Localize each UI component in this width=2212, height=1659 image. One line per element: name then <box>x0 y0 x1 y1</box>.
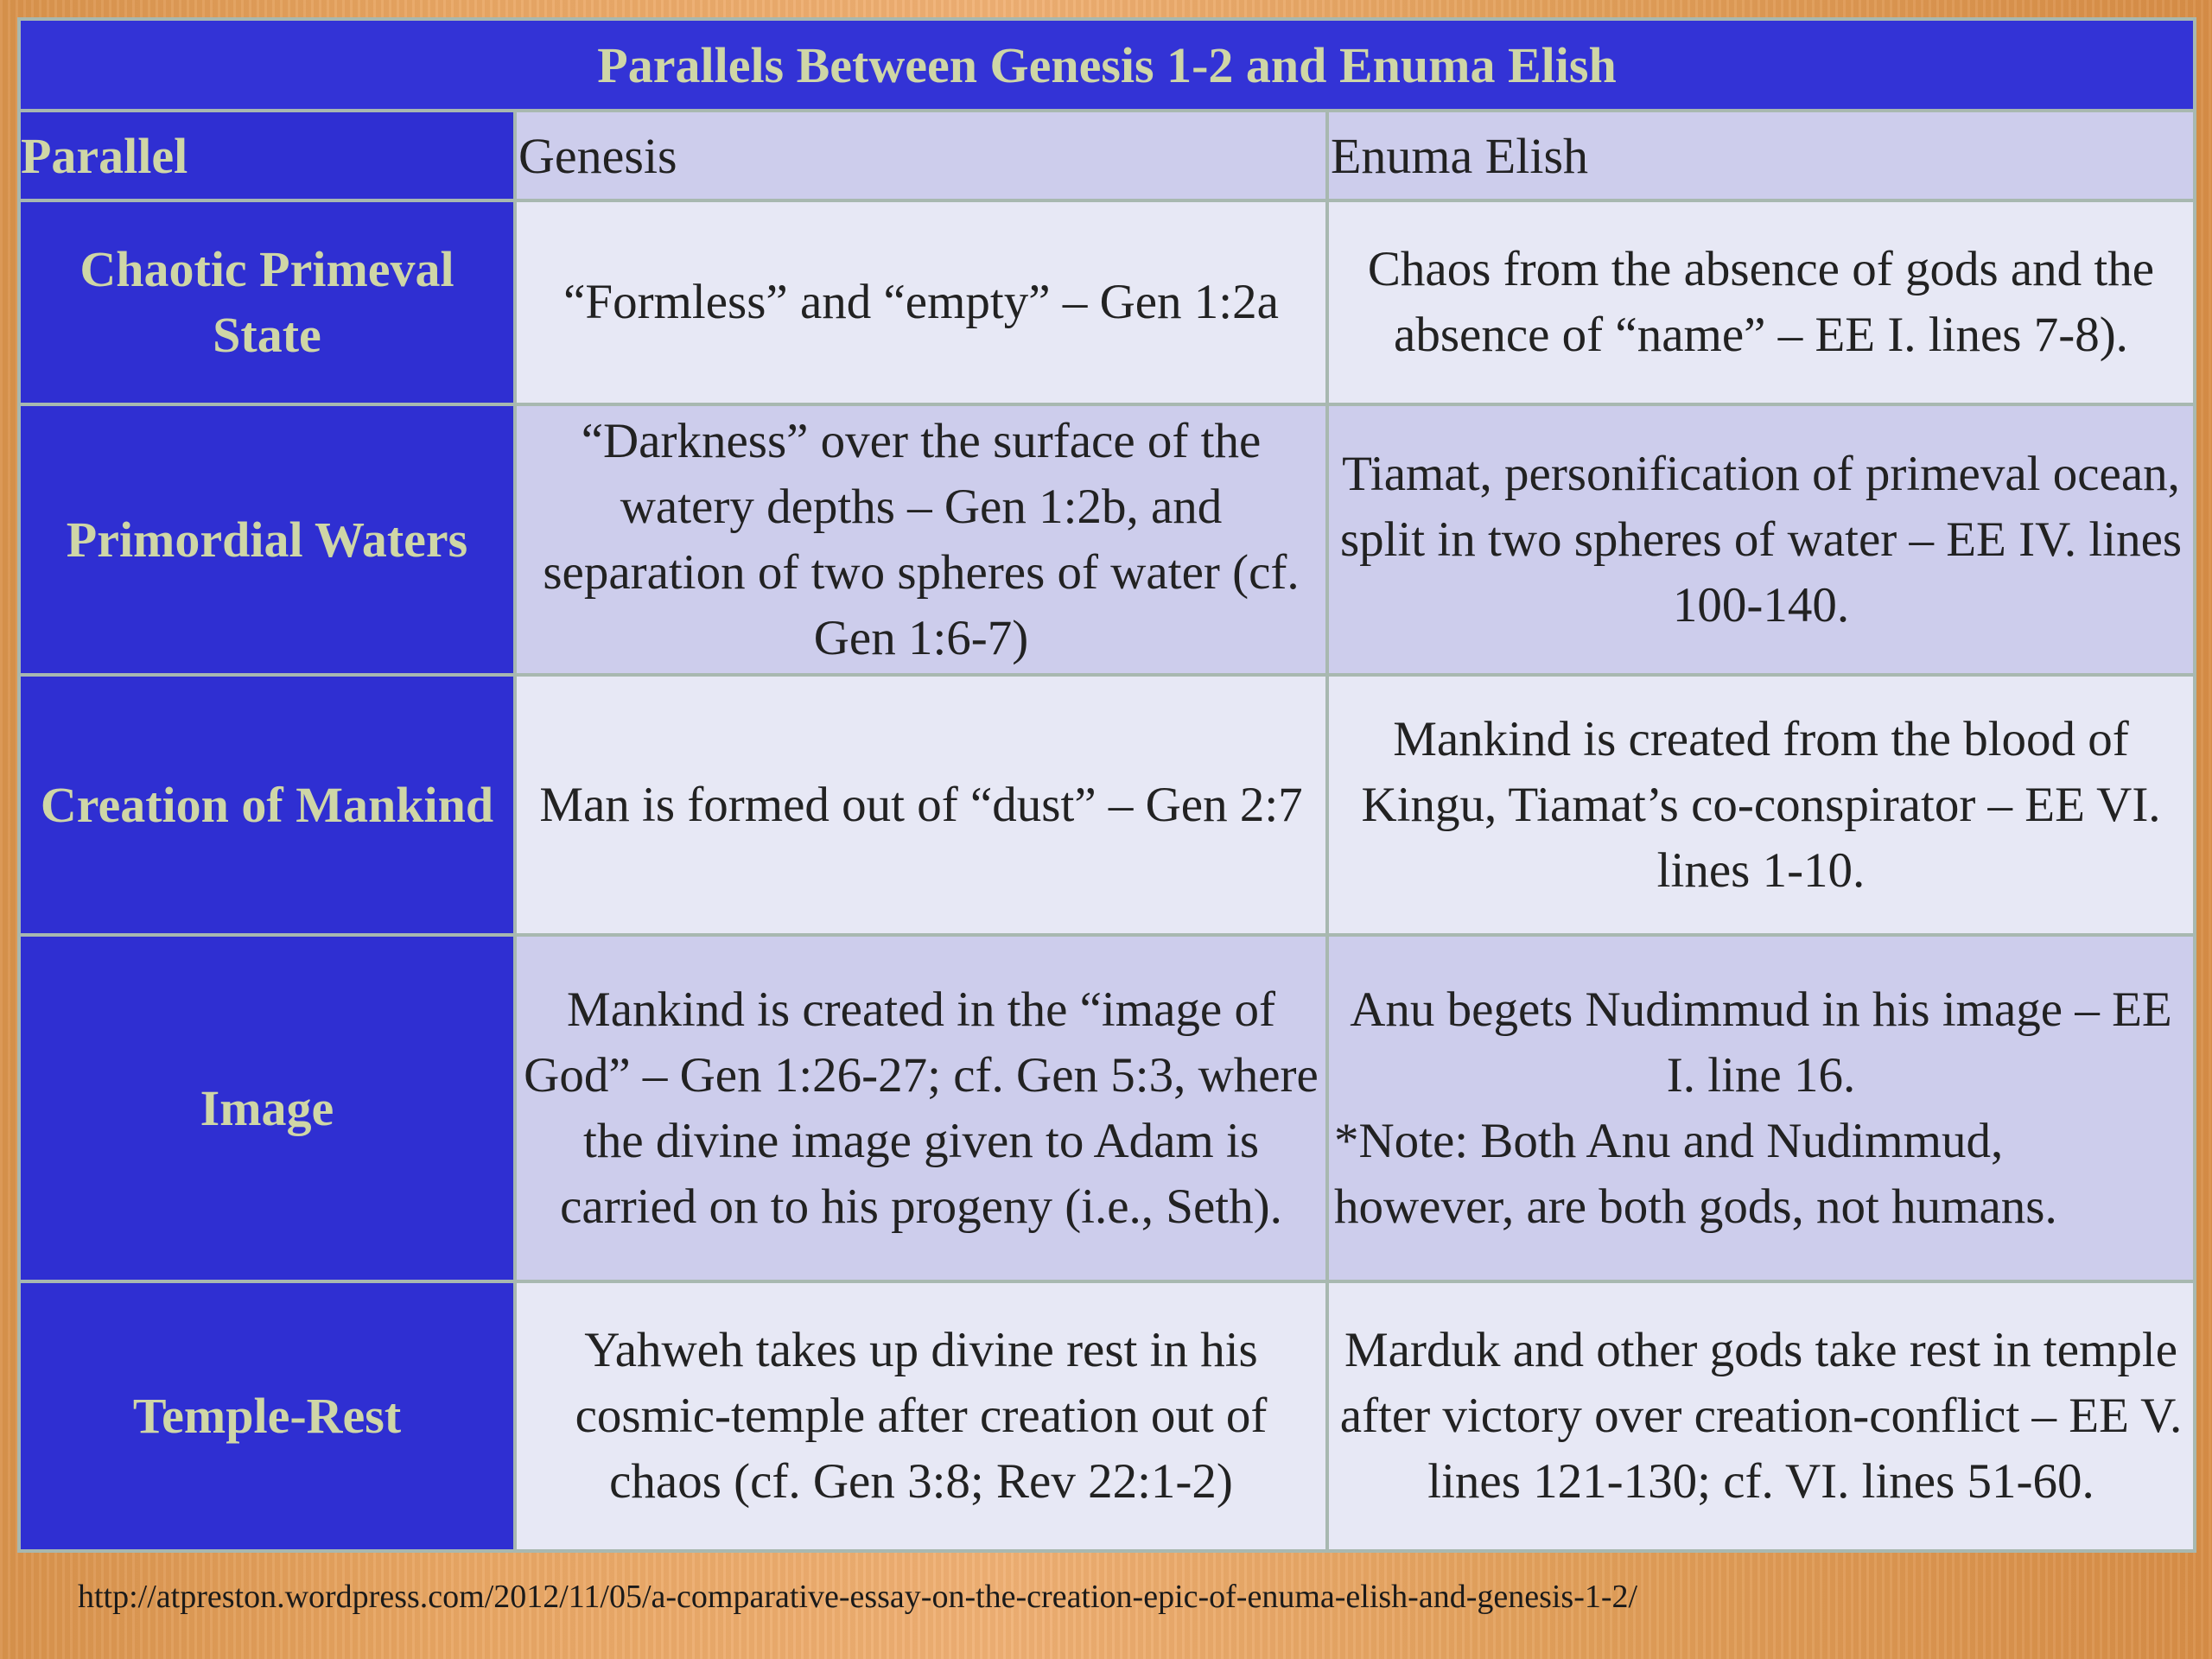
enuma-elish-text: Anu begets Nudimmud in his image – EE I. line 16. <box>1350 982 2172 1103</box>
genesis-cell: Yahweh takes up divine rest in his cosmic-temple after creation out of chaos (cf. Gen 3:8; Rev 22:1-2) <box>515 1281 1327 1551</box>
source-url: http://atpreston.wordpress.com/2012/11/05/a-comparative-essay-on-the-creation-epic-of-enuma-elish-and-genesis-1-2/ <box>78 1579 1638 1615</box>
genesis-cell: “Darkness” over the surface of the watery depths – Gen 1:2b, and separation of two spheres of water (cf. Gen 1:6-7) <box>515 404 1327 675</box>
table-row <box>19 404 2195 675</box>
header-parallel: Parallel <box>19 111 515 200</box>
enuma-elish-cell: Chaos from the absence of gods and the absence of “name” – EE I. lines 7-8). <box>1327 200 2195 404</box>
table-row <box>19 200 2195 404</box>
genesis-cell: Man is formed out of “dust” – Gen 2:7 <box>515 675 1327 935</box>
table-header-row <box>19 111 2195 200</box>
row-label: Primordial Waters <box>19 404 515 675</box>
genesis-cell: “Formless” and “empty” – Gen 1:2a <box>515 200 1327 404</box>
parallels-table <box>17 17 2196 1553</box>
row-label: Creation of Mankind <box>19 675 515 935</box>
header-genesis: Genesis <box>515 111 1327 200</box>
enuma-elish-cell: Mankind is created from the blood of Kingu, Tiamat’s co-conspirator – EE VI. lines 1-10. <box>1327 675 2195 935</box>
table-title-row <box>19 19 2195 111</box>
enuma-elish-cell <box>1327 935 2195 1281</box>
table-row <box>19 1281 2195 1551</box>
genesis-cell: Mankind is created in the “image of God” – Gen 1:26-27; cf. Gen 5:3, where the divine image given to Adam is carried on to his progeny (i.e., Seth). <box>515 935 1327 1281</box>
table-title: Parallels Between Genesis 1-2 and Enuma Elish <box>19 19 2195 111</box>
row-label: Chaotic Primeval State <box>19 200 515 404</box>
row-label: Temple-Rest <box>19 1281 515 1551</box>
enuma-elish-cell: Marduk and other gods take rest in temple after victory over creation-conflict – EE V. lines 121-130; cf. VI. lines 51-60. <box>1327 1281 2195 1551</box>
header-enuma-elish: Enuma Elish <box>1327 111 2195 200</box>
enuma-elish-note: *Note: Both Anu and Nudimmud, however, are both gods, not humans. <box>1334 1113 2057 1234</box>
enuma-elish-cell: Tiamat, personification of primeval ocean, split in two spheres of water – EE IV. lines 100-140. <box>1327 404 2195 675</box>
row-label: Image <box>19 935 515 1281</box>
table-row <box>19 675 2195 935</box>
table-row <box>19 935 2195 1281</box>
